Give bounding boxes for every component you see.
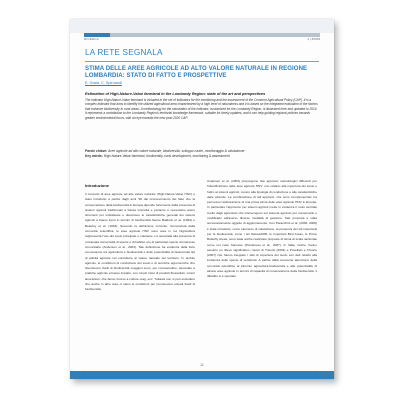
- page-label: 2 | 8/9/09: [307, 37, 320, 41]
- keywords-english-text: High-Nature-Value farmland, biodiversity, rural development, monitoring & assessment: [103, 154, 230, 158]
- abstract-text: The indicator High-Nature-Value farmland is included in the set of indicators for the monitoring and the assessment of the Common Agricultural Policy (CAP). It is a complex indicator that aims to identify the utilized agricultural area characterized by a high level of naturalness and it is based on the integrated evaluation of the factors that enhance biodiversity in rural areas. A methodology for the calculation of the indicator, customized for the Lombardy Region, is illustrated here and updated to 2014. It represents a contribution to the Lombardy Region's territorial knowledge framework, suitable for timely updates, and it can help guiding regional policies towards greater environmental focus, with an eye towards the new post-2020 CAP.: [85, 98, 318, 120]
- keywords-italian-label: Parole chiave:: [85, 149, 108, 153]
- keywords-italian-text: Aree agricole ad alto valore naturale, biodiversità, sviluppo rurale, monitoraggio & valutazione: [108, 149, 245, 153]
- left-column-text: Il concetto di aree agricole ad alto valore naturale (High-Nature-Value HNV) è stato introdotto a partire dagli anni '90 dal riconoscimento del fatto che la conservazione della biodiversità in Europa dipende fortemente dalla presenza di sistemi agricoli tradizionali a bassa intensità e pertanto è necessario avere strumenti per individuare e descrivere le caratteristiche generali dei sistemi agricoli a basso input in termini di biodiversità favore Baldock et al. (1993) e Beaufoy et al. (1994). Secondo la definizione corrente, riconosciuta dalla comunità scientifica, le aree agricole HNV sono aree in cui l'agricoltura rappresenta l'uso del suolo principale e mantiene o è associata alla presenza di un'elevata numerosità di specie e di habitat, e/o di particolari specie di interesse comunitario (Andersen et al., 2003). Tale definizione ha evidenza della forte connessione tra agricoltura e biodiversità e delle potenzialità di determinati tipi di attività agricole nel contribuire al valore naturale del territorio. In ambito agricolo, le condizioni di conduzione del suolo e di tecniche agronomiche che favoriscono livelli di biodiversità maggiori sono, per consuetudine, associate a pratiche agricole a basso impatto, con minori input di prodotti fitosanitari, minori lavorazioni, che fanno ricorso a colture orag, ecc. Tuttavia non si può escludere che anche in altre aree ci siano le condizioni per promuovere elevati livelli di biodiversità.: [85, 192, 195, 292]
- abstract-title: Estimation of High-Nature-Value farmland in the Lombardy Region: state of the art and perspectives: [85, 92, 266, 96]
- page-number: 11: [200, 363, 204, 367]
- intro-heading: Introduzione: [85, 183, 109, 188]
- article-title: STIMA DELLE AREE AGRICOLE AD ALTO VALORE NATURALE IN REGIONE LOMBARDIA: STATO DI FATTO E PROSPETTIVE: [85, 65, 308, 80]
- section-title: LA RETE SEGNALA: [85, 48, 163, 57]
- keywords-english-label: Key words:: [85, 154, 103, 158]
- keywords-english: [85, 154, 319, 158]
- keywords-italian: [85, 149, 319, 153]
- right-column-text: Andersen et al. (2003) propongono due approcci metodologici differenti per l'identificazione delle aree agricole HNV: uno relativo alla copertura del suolo e l'altro ai sistemi agricoli, ovvero alla tipologia di conduzione e alle caratteristiche delle aziende. La combinazione di tali approcci, che sono complementari, ha permesso l'elaborazione di una prima stima delle aree agricole HNV in Europa. In particolare l'approccio per sistemi agricoli mette in evidenza il ruolo centrale svolto dagli agricoltori che intervengono sul sistema agricolo per conservarlo o modificarlo attraverso diverse modalità di gestione. Tale proposta è stata successivamente oggetto di aggiornamento. Con Paracchini et al. (2006, 2008) è stata introdotto, come elemento di valutazione, la presenza dei siti importanti per la biodiversità, come i siti Natura2000, le Important Bird Areas, le Prime Butterfly Areas; sono state anche realizzate proposte di stima di scala nazionale come nel caso francese (Pointereau et al., 2007). In Italia, inoltre, hanno assunto un rilievo significativo i lavori di Trisorio (2004) e Povellato e Trisorio (2007) che hanno integrato i dati di copertura del suolo con dati relativi alla incidenza delle specie di vertebrati. A partire dalla crescente attenzione della comunità scientifica al binomio agricoltura-biodiversità e alle potenzialità di alcune aree agricole in termini di capacità di conservazione della biodiversità, il dibattito si è spostato: [207, 179, 317, 279]
- issue-label: RICERCA: [84, 37, 99, 41]
- authors-link[interactable]: E. Grala, C. Spiroandi: [85, 81, 122, 85]
- magazine-page: [70, 19, 334, 379]
- header-strip: [84, 33, 320, 37]
- right-column: [207, 179, 317, 280]
- top-band: [70, 19, 334, 33]
- header-strip-bar: [110, 33, 320, 37]
- left-column: [85, 192, 195, 293]
- footer-bar: [70, 371, 334, 379]
- title-divider: [85, 61, 319, 62]
